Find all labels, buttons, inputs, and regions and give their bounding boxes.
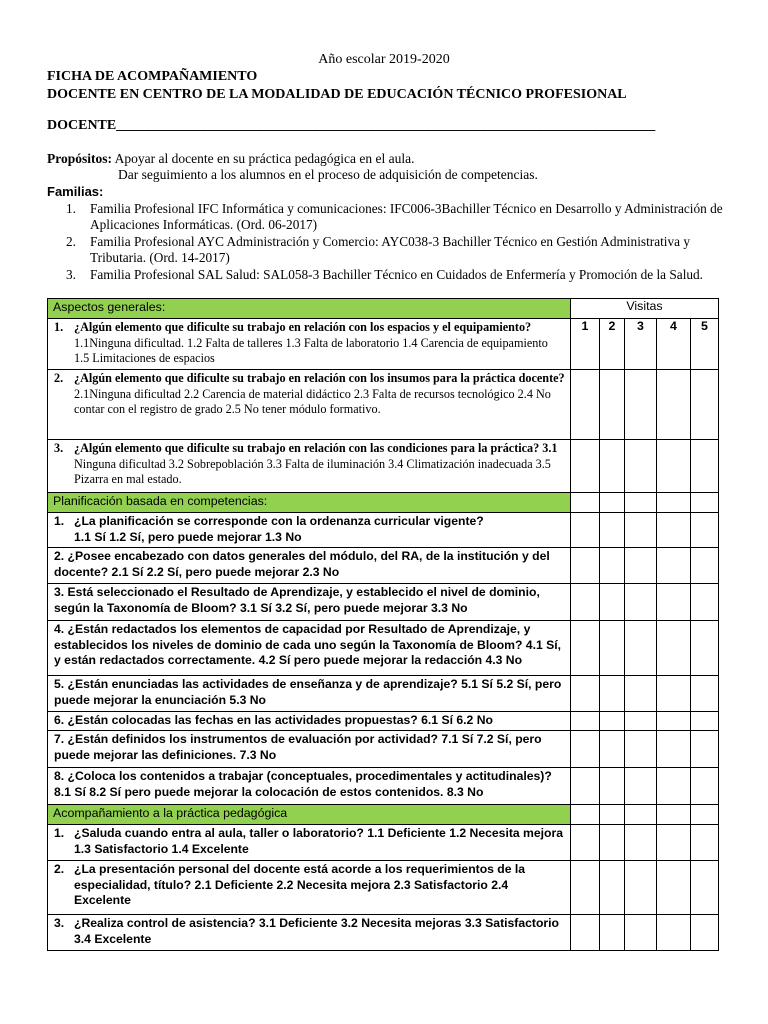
question-acomp-1: 1. ¿Saluda cuando entra al aula, taller o laboratorio? 1.1 Deficiente 1.2 Necesita mejora 1.3 Satisfactorio 1.4 Excelente [48,825,571,861]
visitas-header: Visitas [571,299,719,319]
question-plan-8: 8. ¿Coloca los contenidos a trabajar (conceptuales, procedimentales y actitudinales)? 8.1 Sí 8.2 Sí pero puede mejorar la colocación de estos contenidos. 8.3 No [48,768,571,805]
visit-cell[interactable] [571,370,600,440]
visit-cell[interactable] [657,712,691,731]
visit-cell[interactable] [691,805,719,825]
proposito-1: Apoyar al docente en su práctica pedagógica en el aula. [114,151,415,166]
visit-number: 2 [600,319,625,370]
visit-cell[interactable] [571,768,600,805]
visit-cell[interactable] [571,825,600,861]
visit-cell[interactable] [600,915,625,951]
question-acomp-2: 2. ¿La presentación personal del docente está acorde a los requerimientos de la especialidad, título? 2.1 Deficiente 2.2 Necesita mejora 2.3 Satisfactorio 2.4 Excelente [48,861,571,915]
visit-cell[interactable] [657,493,691,513]
familias-list [66,201,726,283]
visit-cell[interactable] [571,621,600,676]
question-general-2: 2. ¿Algún elemento que dificulte su trabajo en relación con los insumos para la práctica docente? 2.1Ninguna dificultad 2.2 Carencia de material didáctico 2.3 Falta de recursos tecnológico 2.4 No contar con el registro de grado 2.5 No tener módulo formativo. [48,370,571,440]
visit-cell[interactable] [571,584,600,621]
visit-cell[interactable] [571,731,600,768]
visit-cell[interactable] [571,676,600,712]
visit-cell[interactable] [625,621,657,676]
question-plan-2: 2. ¿Posee encabezado con datos generales del módulo, del RA, de la institución y del docente? 2.1 Sí 2.2 Sí, pero puede mejorar 2.3 No [48,548,571,584]
visit-cell[interactable] [625,915,657,951]
form-subtitle: DOCENTE EN CENTRO DE LA MODALIDAD DE EDUCACIÓN TÉCNICO PROFESIONAL [47,87,627,102]
visit-cell[interactable] [625,825,657,861]
visit-cell[interactable] [657,440,691,493]
question-general-1: 1. ¿Algún elemento que dificulte su trabajo en relación con los espacios y el equipamiento? 1.1Ninguna dificultad. 1.2 Falta de talleres 1.3 Falta de laboratorio 1.4 Carencia de equipamiento 1.5 Limitaciones de espacios [48,319,571,370]
visit-cell[interactable] [600,712,625,731]
familia-item: 1. Familia Profesional IFC Informática y comunicaciones: IFC006-3Bachiller Técnico en Desarrollo y Administración de Aplicaciones Informáticas. (Ord. 06-2017) [66,201,723,233]
visit-cell[interactable] [657,825,691,861]
section-planificacion: Planificación basada en competencias: [48,493,571,513]
visit-number: 1 [571,319,600,370]
section-aspectos-generales: Aspectos generales: [48,299,571,319]
visit-cell[interactable] [625,731,657,768]
visit-cell[interactable] [657,621,691,676]
familias-label: Familias: [47,184,104,199]
visit-cell[interactable] [657,915,691,951]
visit-cell[interactable] [691,768,719,805]
visit-cell[interactable] [600,825,625,861]
visit-cell[interactable] [691,370,719,440]
visit-cell[interactable] [691,493,719,513]
visit-cell[interactable] [571,805,600,825]
visit-cell[interactable] [600,493,625,513]
familia-item: 3. Familia Profesional SAL Salud: SAL058-3 Bachiller Técnico en Cuidados de Enfermería y Promoción de la Salud. [66,266,704,282]
visit-cell[interactable] [625,676,657,712]
visit-cell[interactable] [625,548,657,584]
form-title: FICHA DE ACOMPAÑAMIENTO [47,69,258,84]
visit-cell[interactable] [625,584,657,621]
section-acompanamiento: Acompañamiento a la práctica pedagógica [48,805,571,825]
visit-number: 3 [625,319,657,370]
evaluation-table [47,298,719,951]
visit-cell[interactable] [691,712,719,731]
question-acomp-3: 3. ¿Realiza control de asistencia? 3.1 Deficiente 3.2 Necesita mejoras 3.3 Satisfactorio 3.4 Excelente [48,915,571,951]
visit-cell[interactable] [600,513,625,548]
visit-cell[interactable] [691,825,719,861]
visit-cell[interactable] [657,548,691,584]
visit-cell[interactable] [600,440,625,493]
question-plan-5: 5. ¿Están enunciadas las actividades de enseñanza y de aprendizaje? 5.1 Sí 5.2 Sí, pero puede mejorar la enunciación 5.3 No [48,676,571,712]
question-plan-6: 6. ¿Están colocadas las fechas en las actividades propuestas? 6.1 Sí 6.2 No [48,712,571,731]
question-plan-4: 4. ¿Están redactados los elementos de capacidad por Resultado de Aprendizaje, y establecidos los niveles de dominio de cada uno según la Taxonomía de Bloom? 4.1 Sí, y están redactados correctamente. 4.2 Sí pero puede mejorar la redacción 4.3 No [48,621,571,676]
visit-cell[interactable] [691,861,719,915]
visit-cell[interactable] [691,440,719,493]
visit-cell[interactable] [691,548,719,584]
visit-cell[interactable] [571,915,600,951]
visit-cell[interactable] [625,440,657,493]
visit-cell[interactable] [600,861,625,915]
visit-cell[interactable] [657,805,691,825]
visit-cell[interactable] [691,676,719,712]
docente-label: DOCENTE [47,118,117,133]
visit-cell[interactable] [600,548,625,584]
docente-field [47,118,655,134]
visit-cell[interactable] [600,370,625,440]
visit-cell[interactable] [657,731,691,768]
visit-cell[interactable] [625,513,657,548]
visit-cell[interactable] [691,731,719,768]
visit-cell[interactable] [691,915,719,951]
question-general-3: 3. ¿Algún elemento que dificulte su trabajo en relación con las condiciones para la práctica? 3.1 Ninguna dificultad 3.2 Sobrepoblación 3.3 Falta de iluminación 3.4 Climatización inadecuada 3.5 Pizarra en mal estado. [48,440,571,493]
visit-cell[interactable] [625,370,657,440]
visit-cell[interactable] [657,513,691,548]
docente-blank-line: _____________________________________________________________________________ [116,118,656,133]
visit-cell[interactable] [657,861,691,915]
visit-cell[interactable] [691,584,719,621]
visit-cell[interactable] [600,805,625,825]
school-year: Año escolar 2019-2020 [318,52,450,67]
visit-cell[interactable] [600,768,625,805]
visit-cell[interactable] [600,621,625,676]
visit-cell[interactable] [625,493,657,513]
visit-cell[interactable] [600,676,625,712]
visit-cell[interactable] [691,621,719,676]
visit-cell[interactable] [625,805,657,825]
visit-cell[interactable] [657,676,691,712]
visit-number: 4 [657,319,691,370]
visit-cell[interactable] [657,584,691,621]
question-plan-3: 3. Está seleccionado el Resultado de Aprendizaje, y establecido el nivel de dominio, según la Taxonomía de Bloom? 3.1 Sí 3.2 Sí, pero puede mejorar 3.3 No [48,584,571,621]
visit-cell[interactable] [600,584,625,621]
question-plan-1: 1. ¿La planificación se corresponde con la ordenanza curricular vigente? 1.1 Sí 1.2 Sí, pero puede mejorar 1.3 No [48,513,571,548]
visit-cell[interactable] [571,440,600,493]
visit-cell[interactable] [657,768,691,805]
visit-cell[interactable] [625,712,657,731]
visit-cell[interactable] [571,712,600,731]
visit-cell[interactable] [571,493,600,513]
proposito-2: Dar seguimiento a los alumnos en el proceso de adquisición de competencias. [118,167,538,182]
familia-item: 2. Familia Profesional AYC Administración y Comercio: AYC038-3 Bachiller Técnico en Gestión Administrativa y Tributaria. (Ord. 14-2017) [66,233,691,266]
propositos-label: Propósitos: [47,151,113,166]
propositos [47,150,415,167]
visit-cell[interactable] [571,548,600,584]
visit-cell[interactable] [625,861,657,915]
visit-cell[interactable] [691,513,719,548]
visit-cell[interactable] [600,731,625,768]
visit-cell[interactable] [657,370,691,440]
visit-number: 5 [691,319,719,370]
visit-cell[interactable] [571,861,600,915]
question-plan-7: 7. ¿Están definidos los instrumentos de evaluación por actividad? 7.1 Sí 7.2 Sí, pero puede mejorar las definiciones. 7.3 No [48,731,571,768]
visit-cell[interactable] [571,513,600,548]
visit-cell[interactable] [625,768,657,805]
